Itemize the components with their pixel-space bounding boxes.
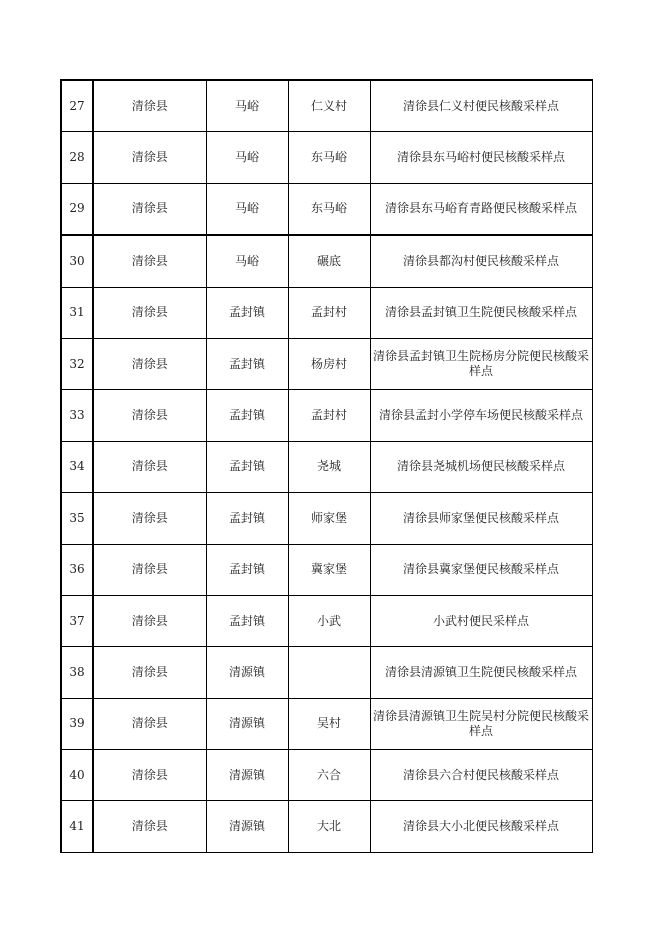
county-cell: 清徐县 bbox=[93, 750, 206, 801]
table-row bbox=[61, 80, 592, 132]
town-cell: 马峪 bbox=[206, 235, 288, 287]
county-cell: 清徐县 bbox=[93, 235, 206, 287]
row-number: 35 bbox=[61, 493, 93, 544]
town-cell: 孟封镇 bbox=[206, 441, 288, 492]
village-cell: 大北 bbox=[288, 801, 370, 852]
table-row bbox=[61, 801, 592, 852]
site-name-cell: 清徐县六合村便民核酸采样点 bbox=[370, 750, 592, 801]
site-name-cell: 清徐县师家堡便民核酸采样点 bbox=[370, 493, 592, 544]
row-number: 28 bbox=[61, 132, 93, 183]
sampling-site-table bbox=[60, 79, 593, 853]
village-cell bbox=[288, 647, 370, 698]
table-row bbox=[61, 595, 592, 646]
village-cell: 吴村 bbox=[288, 698, 370, 749]
county-cell: 清徐县 bbox=[93, 647, 206, 698]
site-name-cell: 清徐县孟封镇卫生院便民核酸采样点 bbox=[370, 287, 592, 338]
village-cell: 碾底 bbox=[288, 235, 370, 287]
county-cell: 清徐县 bbox=[93, 544, 206, 595]
village-cell: 东马峪 bbox=[288, 132, 370, 183]
town-cell: 孟封镇 bbox=[206, 544, 288, 595]
row-number: 38 bbox=[61, 647, 93, 698]
row-number: 27 bbox=[61, 80, 93, 132]
row-number: 37 bbox=[61, 595, 93, 646]
town-cell: 孟封镇 bbox=[206, 287, 288, 338]
table-row bbox=[61, 750, 592, 801]
row-number: 32 bbox=[61, 338, 93, 389]
table-row bbox=[61, 390, 592, 441]
row-number: 29 bbox=[61, 183, 93, 235]
county-cell: 清徐县 bbox=[93, 390, 206, 441]
row-number: 33 bbox=[61, 390, 93, 441]
site-name-cell: 清徐县孟封镇卫生院杨房分院便民核酸采样点 bbox=[370, 338, 592, 389]
town-cell: 清源镇 bbox=[206, 801, 288, 852]
village-cell: 仁义村 bbox=[288, 80, 370, 132]
county-cell: 清徐县 bbox=[93, 80, 206, 132]
site-name-cell: 清徐县冀家堡便民核酸采样点 bbox=[370, 544, 592, 595]
site-name-cell: 清徐县清源镇卫生院便民核酸采样点 bbox=[370, 647, 592, 698]
town-cell: 马峪 bbox=[206, 183, 288, 235]
village-cell: 小武 bbox=[288, 595, 370, 646]
table-row bbox=[61, 544, 592, 595]
table-row bbox=[61, 441, 592, 492]
town-cell: 清源镇 bbox=[206, 647, 288, 698]
row-number: 39 bbox=[61, 698, 93, 749]
site-name-cell: 清徐县尧城机场便民核酸采样点 bbox=[370, 441, 592, 492]
table-row bbox=[61, 132, 592, 183]
row-number: 34 bbox=[61, 441, 93, 492]
town-cell: 清源镇 bbox=[206, 750, 288, 801]
table-row bbox=[61, 698, 592, 749]
village-cell: 孟封村 bbox=[288, 390, 370, 441]
site-name-cell: 小武村便民采样点 bbox=[370, 595, 592, 646]
table-row bbox=[61, 183, 592, 235]
county-cell: 清徐县 bbox=[93, 183, 206, 235]
table-row bbox=[61, 647, 592, 698]
site-name-cell: 清徐县东马峪育青路便民核酸采样点 bbox=[370, 183, 592, 235]
town-cell: 孟封镇 bbox=[206, 493, 288, 544]
row-number: 40 bbox=[61, 750, 93, 801]
table-row bbox=[61, 493, 592, 544]
town-cell: 马峪 bbox=[206, 132, 288, 183]
county-cell: 清徐县 bbox=[93, 441, 206, 492]
town-cell: 清源镇 bbox=[206, 698, 288, 749]
county-cell: 清徐县 bbox=[93, 338, 206, 389]
village-cell: 杨房村 bbox=[288, 338, 370, 389]
row-number: 30 bbox=[61, 235, 93, 287]
county-cell: 清徐县 bbox=[93, 287, 206, 338]
site-name-cell: 清徐县东马峪村便民核酸采样点 bbox=[370, 132, 592, 183]
village-cell: 冀家堡 bbox=[288, 544, 370, 595]
table-row bbox=[61, 235, 592, 287]
village-cell: 师家堡 bbox=[288, 493, 370, 544]
row-number: 36 bbox=[61, 544, 93, 595]
town-cell: 孟封镇 bbox=[206, 338, 288, 389]
county-cell: 清徐县 bbox=[93, 595, 206, 646]
site-name-cell: 清徐县仁义村便民核酸采样点 bbox=[370, 80, 592, 132]
county-cell: 清徐县 bbox=[93, 698, 206, 749]
table-row bbox=[61, 338, 592, 389]
site-name-cell: 清徐县孟封小学停车场便民核酸采样点 bbox=[370, 390, 592, 441]
village-cell: 孟封村 bbox=[288, 287, 370, 338]
site-name-cell: 清徐县清源镇卫生院吴村分院便民核酸采样点 bbox=[370, 698, 592, 749]
site-name-cell: 清徐县大小北便民核酸采样点 bbox=[370, 801, 592, 852]
table-row bbox=[61, 287, 592, 338]
town-cell: 孟封镇 bbox=[206, 595, 288, 646]
row-number: 31 bbox=[61, 287, 93, 338]
county-cell: 清徐县 bbox=[93, 493, 206, 544]
row-number: 41 bbox=[61, 801, 93, 852]
village-cell: 六合 bbox=[288, 750, 370, 801]
village-cell: 东马峪 bbox=[288, 183, 370, 235]
site-name-cell: 清徐县都沟村便民核酸采样点 bbox=[370, 235, 592, 287]
county-cell: 清徐县 bbox=[93, 801, 206, 852]
county-cell: 清徐县 bbox=[93, 132, 206, 183]
town-cell: 孟封镇 bbox=[206, 390, 288, 441]
village-cell: 尧城 bbox=[288, 441, 370, 492]
town-cell: 马峪 bbox=[206, 80, 288, 132]
